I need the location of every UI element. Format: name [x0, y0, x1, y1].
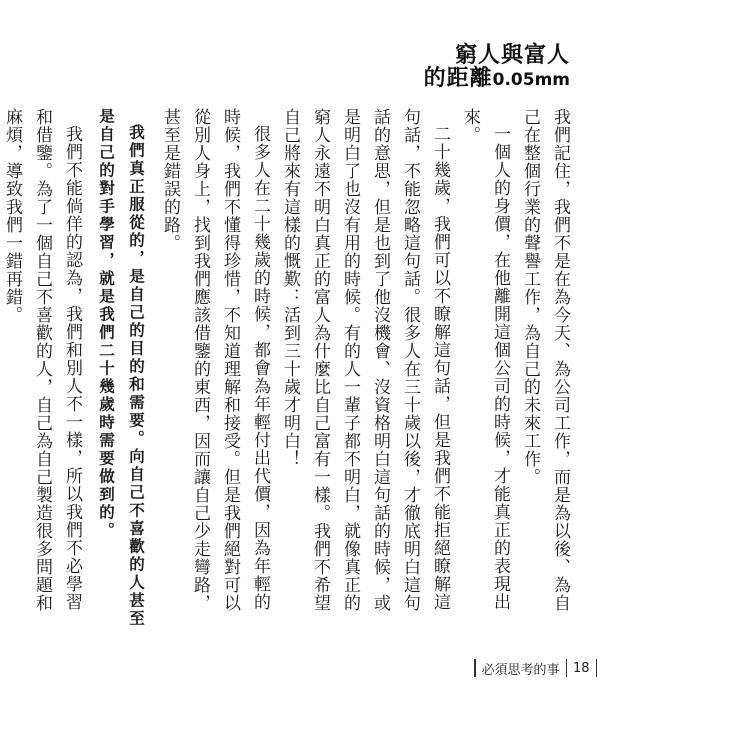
page-number: 18 — [573, 660, 590, 676]
footer-divider-left — [474, 659, 476, 677]
running-title — [424, 44, 570, 90]
paragraph-6: 我們不能倘佯的認為，我們和別人不一樣，所以我們不必學習和借鑒。為了一個自己不喜歡的人，自己為自己製造很多問題和麻煩，導致我們一錯再錯。 — [2, 108, 82, 612]
title-line-2 — [424, 67, 570, 90]
paragraph-1: 我們記住，我們不是在為今天、為公司工作，而是為以後、為自己在整個行業的聲譽工作，為自己的未來工作。 — [520, 108, 570, 612]
title-line-1: 窮人與富人 — [454, 43, 570, 68]
paragraph-2: 一個人的身價，在他離開這個公司的時候，才能真正的表現出來。 — [460, 108, 510, 611]
paragraph-3: 二十幾歲，我們可以不瞭解這句話，但是我們不能拒絕瞭解這句話，不能忽略這句話。很多人在三十歲以後，才徹底明白這句話的意思，但是也到了他沒機會、沒資格明白這句話的時候，或是明白了也沒有用的時候。有的人一輩子都不明白，就像真正的窮人永遠不明白真正的富人為什麼比自己富有一樣。我們不希望自己將來有這樣的慨歎：活到三十歲才明白！ — [280, 108, 450, 612]
page-footer — [468, 660, 603, 676]
title-line-2-main: 的距離 — [423, 66, 493, 92]
paragraph-4: 很多人在二十幾歲的時候，都會為年輕付出代價，因為年輕的時候，我們不懂得珍惜，不知道理解和接受。但是我們絕對可以從別人身上，找到我們應該借鑒的東西，因而讓自己少走彎路，甚至是錯誤的路。 — [160, 108, 270, 612]
title-line-2-accent: 0.05mm — [492, 70, 570, 91]
footer-divider-right — [596, 659, 598, 677]
chapter-title: 必須思考的事 — [481, 662, 560, 678]
footer-divider-mid — [566, 659, 568, 677]
emphasized-quote: 我們真正服從的，是自己的目的和需要。向自己不喜歡的人甚至是自己的對手學習，就是我們二十幾歲時需要做到的。 — [97, 108, 146, 628]
vertical-body-text — [2, 108, 575, 628]
